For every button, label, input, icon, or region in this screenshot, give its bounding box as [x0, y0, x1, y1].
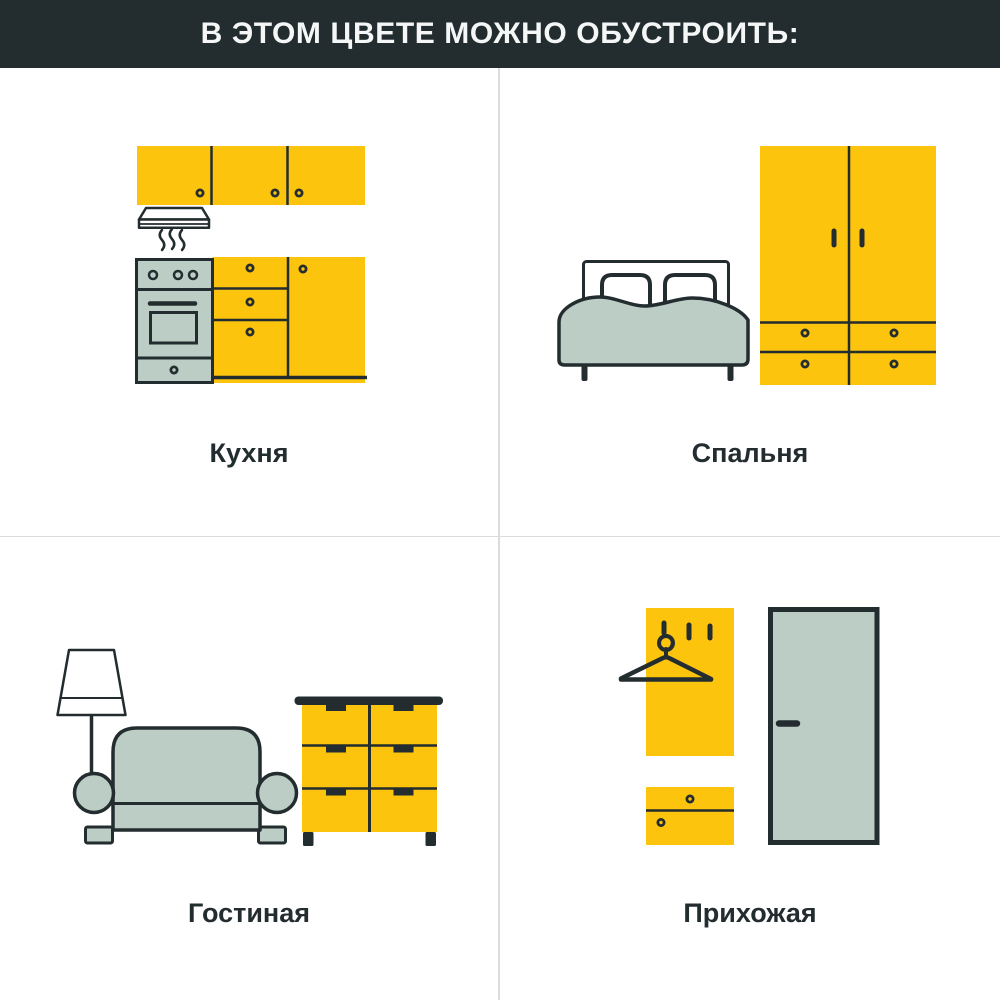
upper-cabinets [137, 146, 365, 205]
room-label-living-room: Гостиная [187, 898, 310, 928]
room-card-kitchen [0, 68, 500, 537]
room-label-hallway: Прихожая [683, 898, 817, 928]
room-card-bedroom [500, 68, 1000, 537]
base-cabinets [213, 257, 368, 383]
stove [137, 260, 213, 383]
rooms-grid [0, 68, 1000, 1000]
wardrobe [760, 146, 936, 385]
room-label-bedroom: Спальня [691, 438, 809, 468]
room-card-hallway [500, 537, 1000, 1000]
hallway-illustration [500, 537, 1000, 1000]
room-label-kitchen: Кухня [209, 438, 289, 468]
steam-lines [160, 229, 185, 250]
dresser [295, 697, 444, 847]
shoe-cabinet [646, 787, 734, 845]
range-hood [139, 208, 209, 228]
living-room-illustration [0, 537, 500, 1000]
door [771, 610, 878, 843]
coat-rack-panel [646, 608, 734, 756]
header-banner [0, 0, 1000, 68]
bed [559, 262, 748, 382]
sofa [75, 728, 297, 843]
page-title: В ЭТОМ ЦВЕТЕ МОЖНО ОБУСТРОИТЬ: [200, 17, 800, 50]
room-card-living-room [0, 537, 500, 1000]
